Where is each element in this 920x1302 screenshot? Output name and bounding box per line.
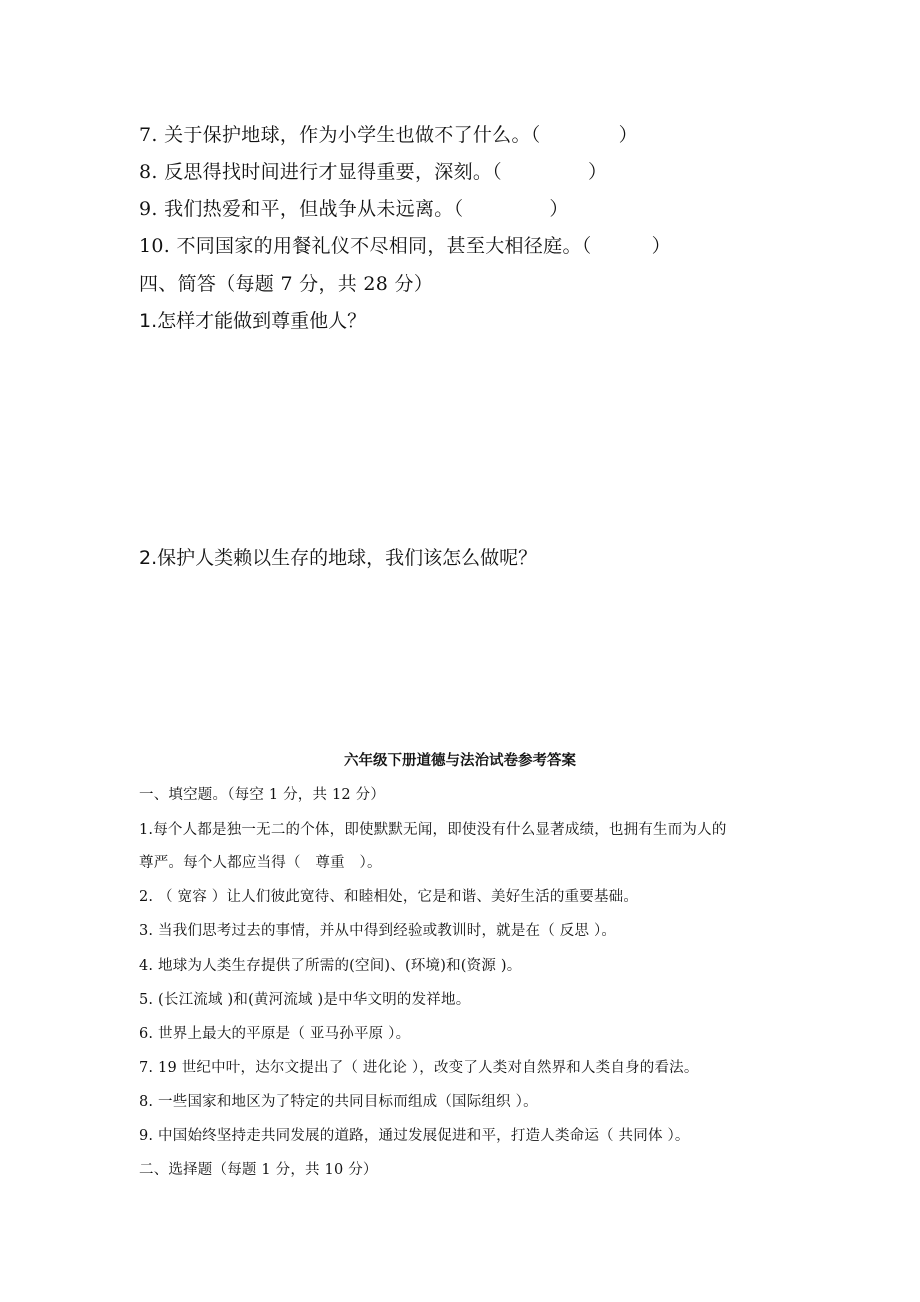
- judgement-item-text: 8. 反思得找时间进行才显得重要，深刻。（: [139, 161, 502, 183]
- answer-line: 4. 地球为人类生存提供了所需的(空间)、(环境)和(资源 )。: [139, 958, 522, 974]
- answer-line: 1.每个人都是独一无二的个体，即使默默无闻，即使没有什么显著成绩，也拥有生而为人的: [139, 822, 727, 838]
- answer-line: 6. 世界上最大的平原是（ 亚马孙平原 ）。: [139, 1026, 411, 1042]
- answer-line: 8. 一些国家和地区为了特定的共同目标而组成（国际组织 ）。: [139, 1094, 538, 1110]
- judgement-item-text: 9. 我们热爱和平，但战争从未远离。（: [139, 198, 464, 220]
- judgement-item-close: ）: [618, 124, 638, 146]
- judgement-item-text: 10. 不同国家的用餐礼仪不尽相同，甚至大相径庭。（: [139, 235, 592, 257]
- judgement-item-close: ）: [587, 161, 608, 183]
- judgement-item-text: 7. 关于保护地球，作为小学生也做不了什么。（: [139, 124, 541, 146]
- judgement-item-10: [139, 231, 671, 258]
- answer-line: 尊严。每个人都应当得（ 尊重 ）。: [139, 855, 382, 871]
- judgement-item-close: ）: [549, 198, 569, 220]
- answer-section-1-heading: 一、填空题。（每空 1 分，共 12 分）: [139, 787, 386, 803]
- answer-line: 5. (长江流域 )和(黄河流域 )是中华文明的发祥地。: [139, 992, 471, 1008]
- judgement-item-8: [139, 157, 607, 184]
- judgement-item-9: [139, 194, 569, 221]
- short-answer-heading: 四、简答（每题 7 分，共 28 分）: [139, 273, 434, 295]
- judgement-item-7: [139, 120, 638, 147]
- short-answer-question-1: 1.怎样才能做到尊重他人？: [139, 310, 367, 332]
- answer-line: 2. （ 宽容 ）让人们彼此宽待、和睦相处，它是和谐、美好生活的重要基础。: [139, 889, 639, 905]
- answer-key-title: 六年级下册道德与法治试卷参考答案: [344, 753, 576, 769]
- answer-line: 9. 中国始终坚持走共同发展的道路，通过发展促进和平，打造人类命运（ 共同体 ）。: [139, 1128, 690, 1144]
- judgement-item-close: ）: [651, 235, 671, 257]
- answer-section-2-heading: 二、选择题（每题 1 分，共 10 分）: [139, 1162, 378, 1178]
- answer-line: 7. 19 世纪中叶，达尔文提出了（ 进化论 ），改变了人类对自然界和人类自身的看法。: [139, 1060, 699, 1076]
- short-answer-question-2: 2.保护人类赖以生存的地球，我们该怎么做呢？: [139, 547, 538, 569]
- answer-line: 3. 当我们思考过去的事情，并从中得到经验或教训时，就是在（ 反思 ）。: [139, 923, 617, 939]
